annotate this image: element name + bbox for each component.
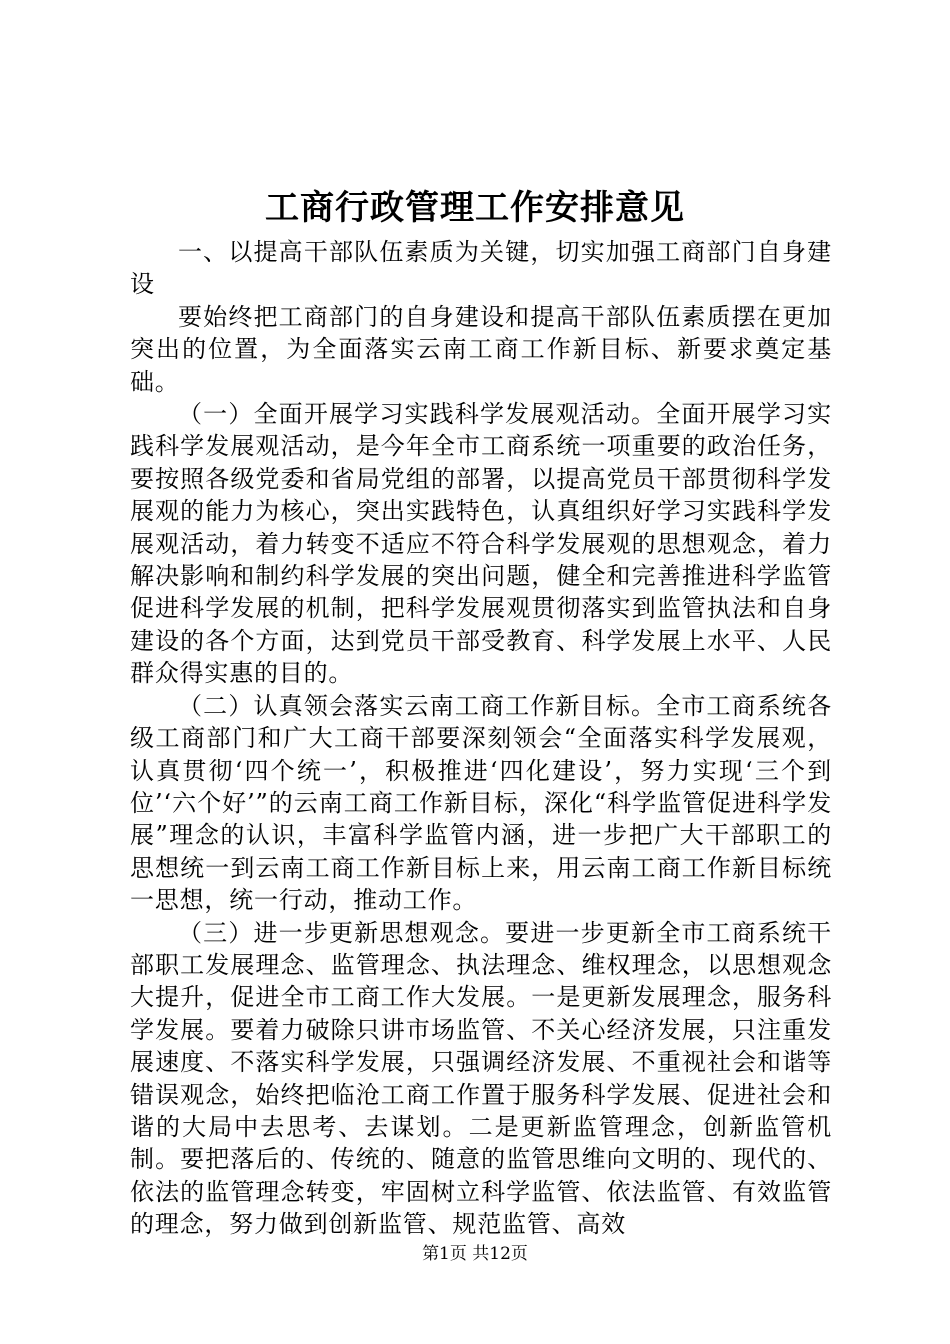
body-paragraph: 要始终把工商部门的自身建设和提高干部队伍素质摆在更加突出的位置，为全面落实云南工商工作新目标、新要求奠定基础。 [130,302,832,396]
section-heading: 一、以提高干部队伍素质为关键，切实加强工商部门自身建设 [130,238,832,299]
body-paragraph: （三）进一步更新思想观念。要进一步更新全市工商系统干部职工发展理念、监管理念、执法理念、维权理念，以思想观念大提升，促进全市工商工作大发展。一是更新发展理念，服务科学发展。要着力破除只讲市场监管、不关心经济发展，只注重发展速度、不落实科学发展，只强调经济发展、不重视社会和谐等错误观念，始终把临沧工商工作置于服务科学发展、促进社会和谐的大局中去思考、去谋划。二是更新监管理念，创新监管机制。要把落后的、传统的、随意的监管思维向文明的、现代的、依法的监管理念转变，牢固树立科学监管、依法监管、有效监管的理念，努力做到创新监管、规范监管、高效 [130,918,832,1239]
body-paragraph: （二）认真领会落实云南工商工作新目标。全市工商系统各级工商部门和广大工商干部要深刻领会“全面落实科学发展观，认真贯彻‘四个统一’，积极推进‘四化建设’，努力实现‘三个到位’‘六个好’”的云南工商工作新目标，深化“科学监管促进科学发展”理念的认识，丰富科学监管内涵，进一步把广大干部职工的思想统一到云南工商工作新目标上来，用云南工商工作新目标统一思想，统一行动，推动工作。 [130,691,832,915]
body-paragraph: （一）全面开展学习实践科学发展观活动。全面开展学习实践科学发展观活动，是今年全市工商系统一项重要的政治任务，要按照各级党委和省局党组的部署，以提高党员干部贯彻科学发展观的能力为核心，突出实践特色，认真组织好学习实践科学发展观活动，着力转变不适应不符合科学发展观的思想观念，着力解决影响和制约科学发展的突出问题，健全和完善推进科学监管促进科学发展的机制，把科学发展观贯彻落实到监管执法和自身建设的各个方面，达到党员干部受教育、科学发展上水平、人民群众得实惠的目的。 [130,400,832,688]
document-title: 工商行政管理工作安排意见 [265,188,685,228]
page-number-footer: 第1页 共12页 [422,1244,528,1264]
document-body [130,236,832,1241]
